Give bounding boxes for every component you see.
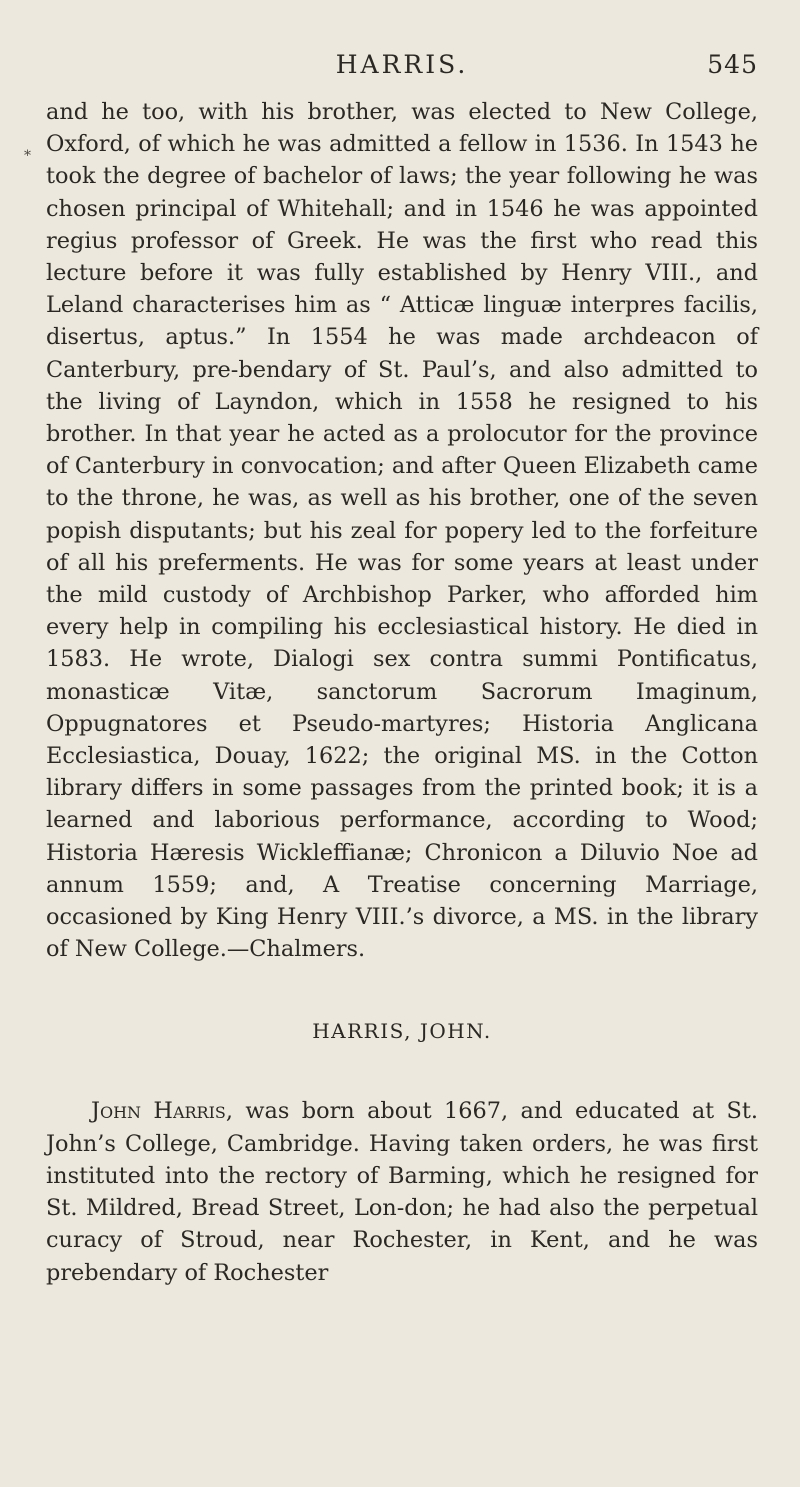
entry-continued-paragraph: and he too, with his brother, was elected to New College, Oxford, of which he was admitted a fellow in 1536. In 1543 he took the degree of bachelor of laws; the year following he was chosen principal of Whitehall; and in 1546 he was appointed regius professor of Greek. He was the first who read this lecture before it was fully established by Henry VIII., and Leland characterises him as “ Atticæ linguæ interpres facilis, disertus, aptus.” In 1554 he was made archdeacon of Canterbury, pre-bendary of St. Paul’s, and also admitted to the living of Layndon, which in 1558 he resigned to his brother. In that year he acted as a prolocutor for the province of Canterbury in convocation; and after Queen Elizabeth came to the throne, he was, as well as his brother, one of the seven popish disputants; but his zeal for popery led to the forfeiture of all his preferments. He was for some years at least under the mild custody of Archbishop Parker, who afforded him every help in compiling his ecclesiastical history. He died in 1583. He wrote, Dialogi sex contra summi Pontificatus, monasticæ Vitæ, sanctorum Sacrorum Imaginum, Oppugnatores et Pseudo-martyres; Historia Anglicana Ecclesiastica, Douay, 1622; the original MS. in the Cotton library differs in some passages from the printed book; it is a learned and laborious performance, according to Wood; Historia Hæresis Wickleffianæ; Chronicon a Diluvio Noe ad annum 1559; and, A Treatise concerning Marriage, occasioned by King Henry VIII.’s divorce, a MS. in the library of New College.—Chalmers. (46, 99, 758, 963)
lead-name: John Harris (91, 1098, 226, 1125)
page-number: 545 (707, 50, 758, 79)
running-head-title: HARRIS. (335, 50, 469, 79)
margin-mark: * (24, 148, 31, 164)
running-head (46, 50, 758, 96)
section-paragraph (46, 1095, 758, 1288)
section-heading: HARRIS, JOHN. (312, 1019, 492, 1044)
section-text: , was born about 1667, and educated at St. John’s College, Cambridge. Having taken orders, he was first instituted into the rectory of Barming, which he resigned for St. Mildred, Bread Street, Lon-don; he had also the perpetual curacy of Stroud, near Rochester, in Kent, and he was prebendary of Rochester (46, 1098, 759, 1286)
